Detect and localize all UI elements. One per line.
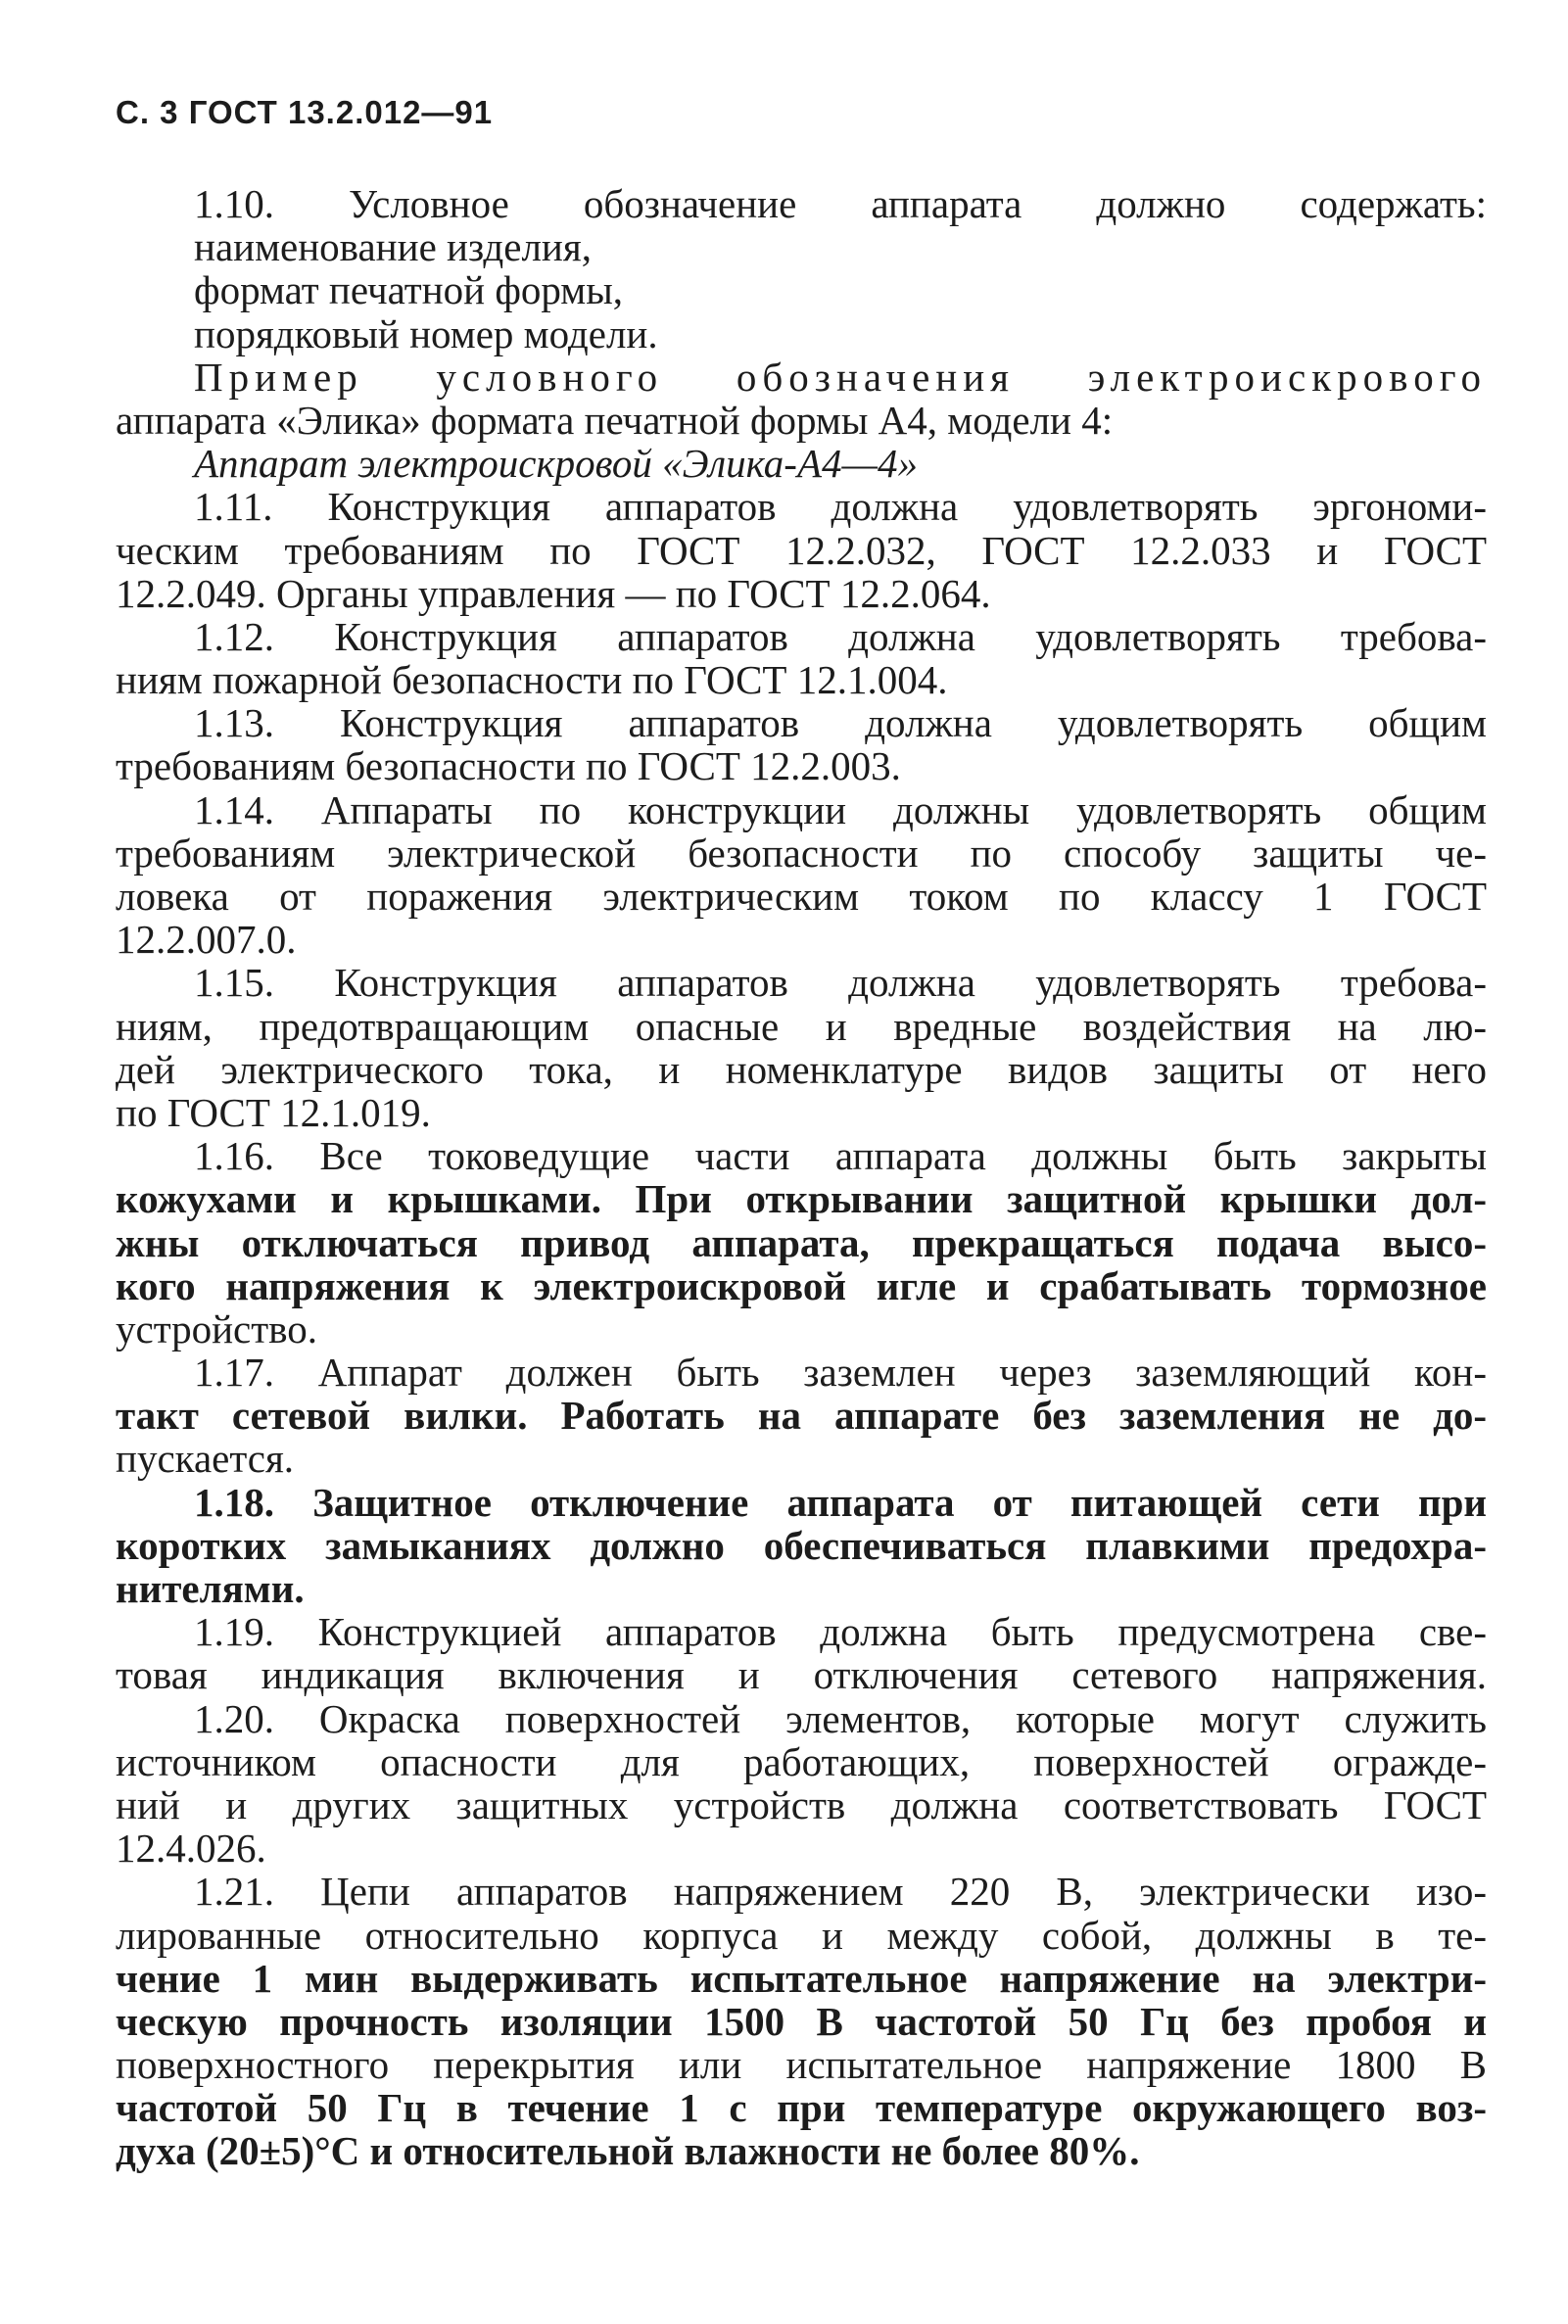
text-line-4: порядковый номер модели. (194, 310, 658, 356)
text-line-24: кожухами и крышками. При открывании защитной крышки дол- (116, 1176, 1487, 1222)
text-line-42: чение 1 мин выдерживать испытательное напряжение на электри- (116, 1955, 1487, 2001)
text-line-2: наименование изделия, (194, 224, 592, 270)
text-line-29: такт сетевой вилки. Работать на аппарате без заземления не до- (116, 1393, 1487, 1439)
text-line-38: ний и других защитных устройств должна соответствовать ГОСТ (116, 1781, 1487, 1827)
text-line-12: ниям пожарной безопасности по ГОСТ 12.1.004. (116, 657, 948, 703)
text-line-25: жны отключаться привод аппарата, прекращаться подача высо- (116, 1219, 1487, 1265)
text-line-1: 1.10. Условное обозначение аппарата должно содержать: (194, 181, 1487, 226)
text-line-19: 1.15. Конструкция аппаратов должна удовлетворять требова- (194, 960, 1487, 1006)
text-line-18: 12.2.007.0. (116, 917, 297, 963)
text-line-44: поверхностного перекрытия или испытательное напряжение 1800 В (116, 2042, 1487, 2088)
text-line-6: аппарата «Элика» формата печатной формы А4, модели 4: (116, 397, 1114, 443)
text-line-41: лированные относительно корпуса и между собой, должны в те- (116, 1912, 1487, 1958)
text-line-10: 12.2.049. Органы управления — по ГОСТ 12.2.064. (116, 570, 991, 616)
text-line-39: 12.4.026. (116, 1826, 266, 1872)
page-header: С. 3 ГОСТ 13.2.012—91 (116, 94, 494, 130)
text-line-34: 1.19. Конструкцией аппаратов должна быть предусмотрена све- (194, 1609, 1487, 1655)
text-line-14: требованиям безопасности по ГОСТ 12.2.003. (116, 743, 901, 789)
text-line-40: 1.21. Цепи аппаратов напряжением 220 В, электрически изо- (194, 1869, 1487, 1915)
text-line-13: 1.13. Конструкция аппаратов должна удовлетворять общим (194, 700, 1487, 746)
text-line-45: частотой 50 Гц в течение 1 с при температуре окружающего воз- (116, 2085, 1487, 2131)
text-line-11: 1.12. Конструкция аппаратов должна удовлетворять требова- (194, 613, 1487, 659)
text-line-33: нителями. (116, 1566, 305, 1611)
text-line-7: Аппарат электроискровой «Элика-А4—4» (194, 441, 918, 487)
text-line-16: требованиям электрической безопасности по способу защиты че- (116, 830, 1487, 876)
text-line-5: Пример условного обозначения электроискрового (194, 354, 1487, 400)
text-line-15: 1.14. Аппараты по конструкции должны удовлетворять общим (194, 786, 1487, 832)
text-line-9: ческим требованиям по ГОСТ 12.2.032, ГОСТ 12.2.033 и ГОСТ (116, 527, 1487, 573)
text-line-27: устройство. (116, 1305, 318, 1352)
text-line-43: ческую прочность изоляции 1500 В частотой 50 Гц без пробоя и (116, 1998, 1487, 2044)
text-line-37: источником опасности для работающих, поверхностей огражде- (116, 1738, 1487, 1784)
text-line-23: 1.16. Все токоведущие части аппарата должны быть закрыты (194, 1133, 1487, 1179)
text-line-32: коротких замыканиях должно обеспечиваться плавкими предохра- (116, 1522, 1487, 1568)
text-line-36: 1.20. Окраска поверхностей элементов, которые могут служить (194, 1695, 1487, 1741)
text-line-35: товая индикация включения и отключения сетевого напряжения. (116, 1652, 1487, 1698)
text-line-46: духа (20±5)°С и относительной влажности не более 80%. (116, 2128, 1140, 2174)
text-line-20: ниям, предотвращающим опасные и вредные воздействия на лю- (116, 1003, 1487, 1049)
text-line-31: 1.18. Защитное отключение аппарата от питающей сети при (194, 1479, 1487, 1525)
text-line-28: 1.17. Аппарат должен быть заземлен через заземляющий кон- (194, 1350, 1487, 1396)
text-line-8: 1.11. Конструкция аппаратов должна удовлетворять эргономи- (194, 484, 1487, 530)
text-line-17: ловека от поражения электрическим током по классу 1 ГОСТ (116, 874, 1487, 919)
text-line-26: кого напряжения к электроискровой игле и срабатывать тормозное (116, 1262, 1487, 1308)
text-line-21: дей электрического тока, и номенклатуре видов защиты от него (116, 1046, 1487, 1092)
text-line-22: по ГОСТ 12.1.019. (116, 1089, 431, 1135)
document-body (116, 182, 1487, 2173)
text-line-3: формат печатной формы, (194, 267, 624, 313)
text-line-30: пускается. (116, 1436, 295, 1482)
